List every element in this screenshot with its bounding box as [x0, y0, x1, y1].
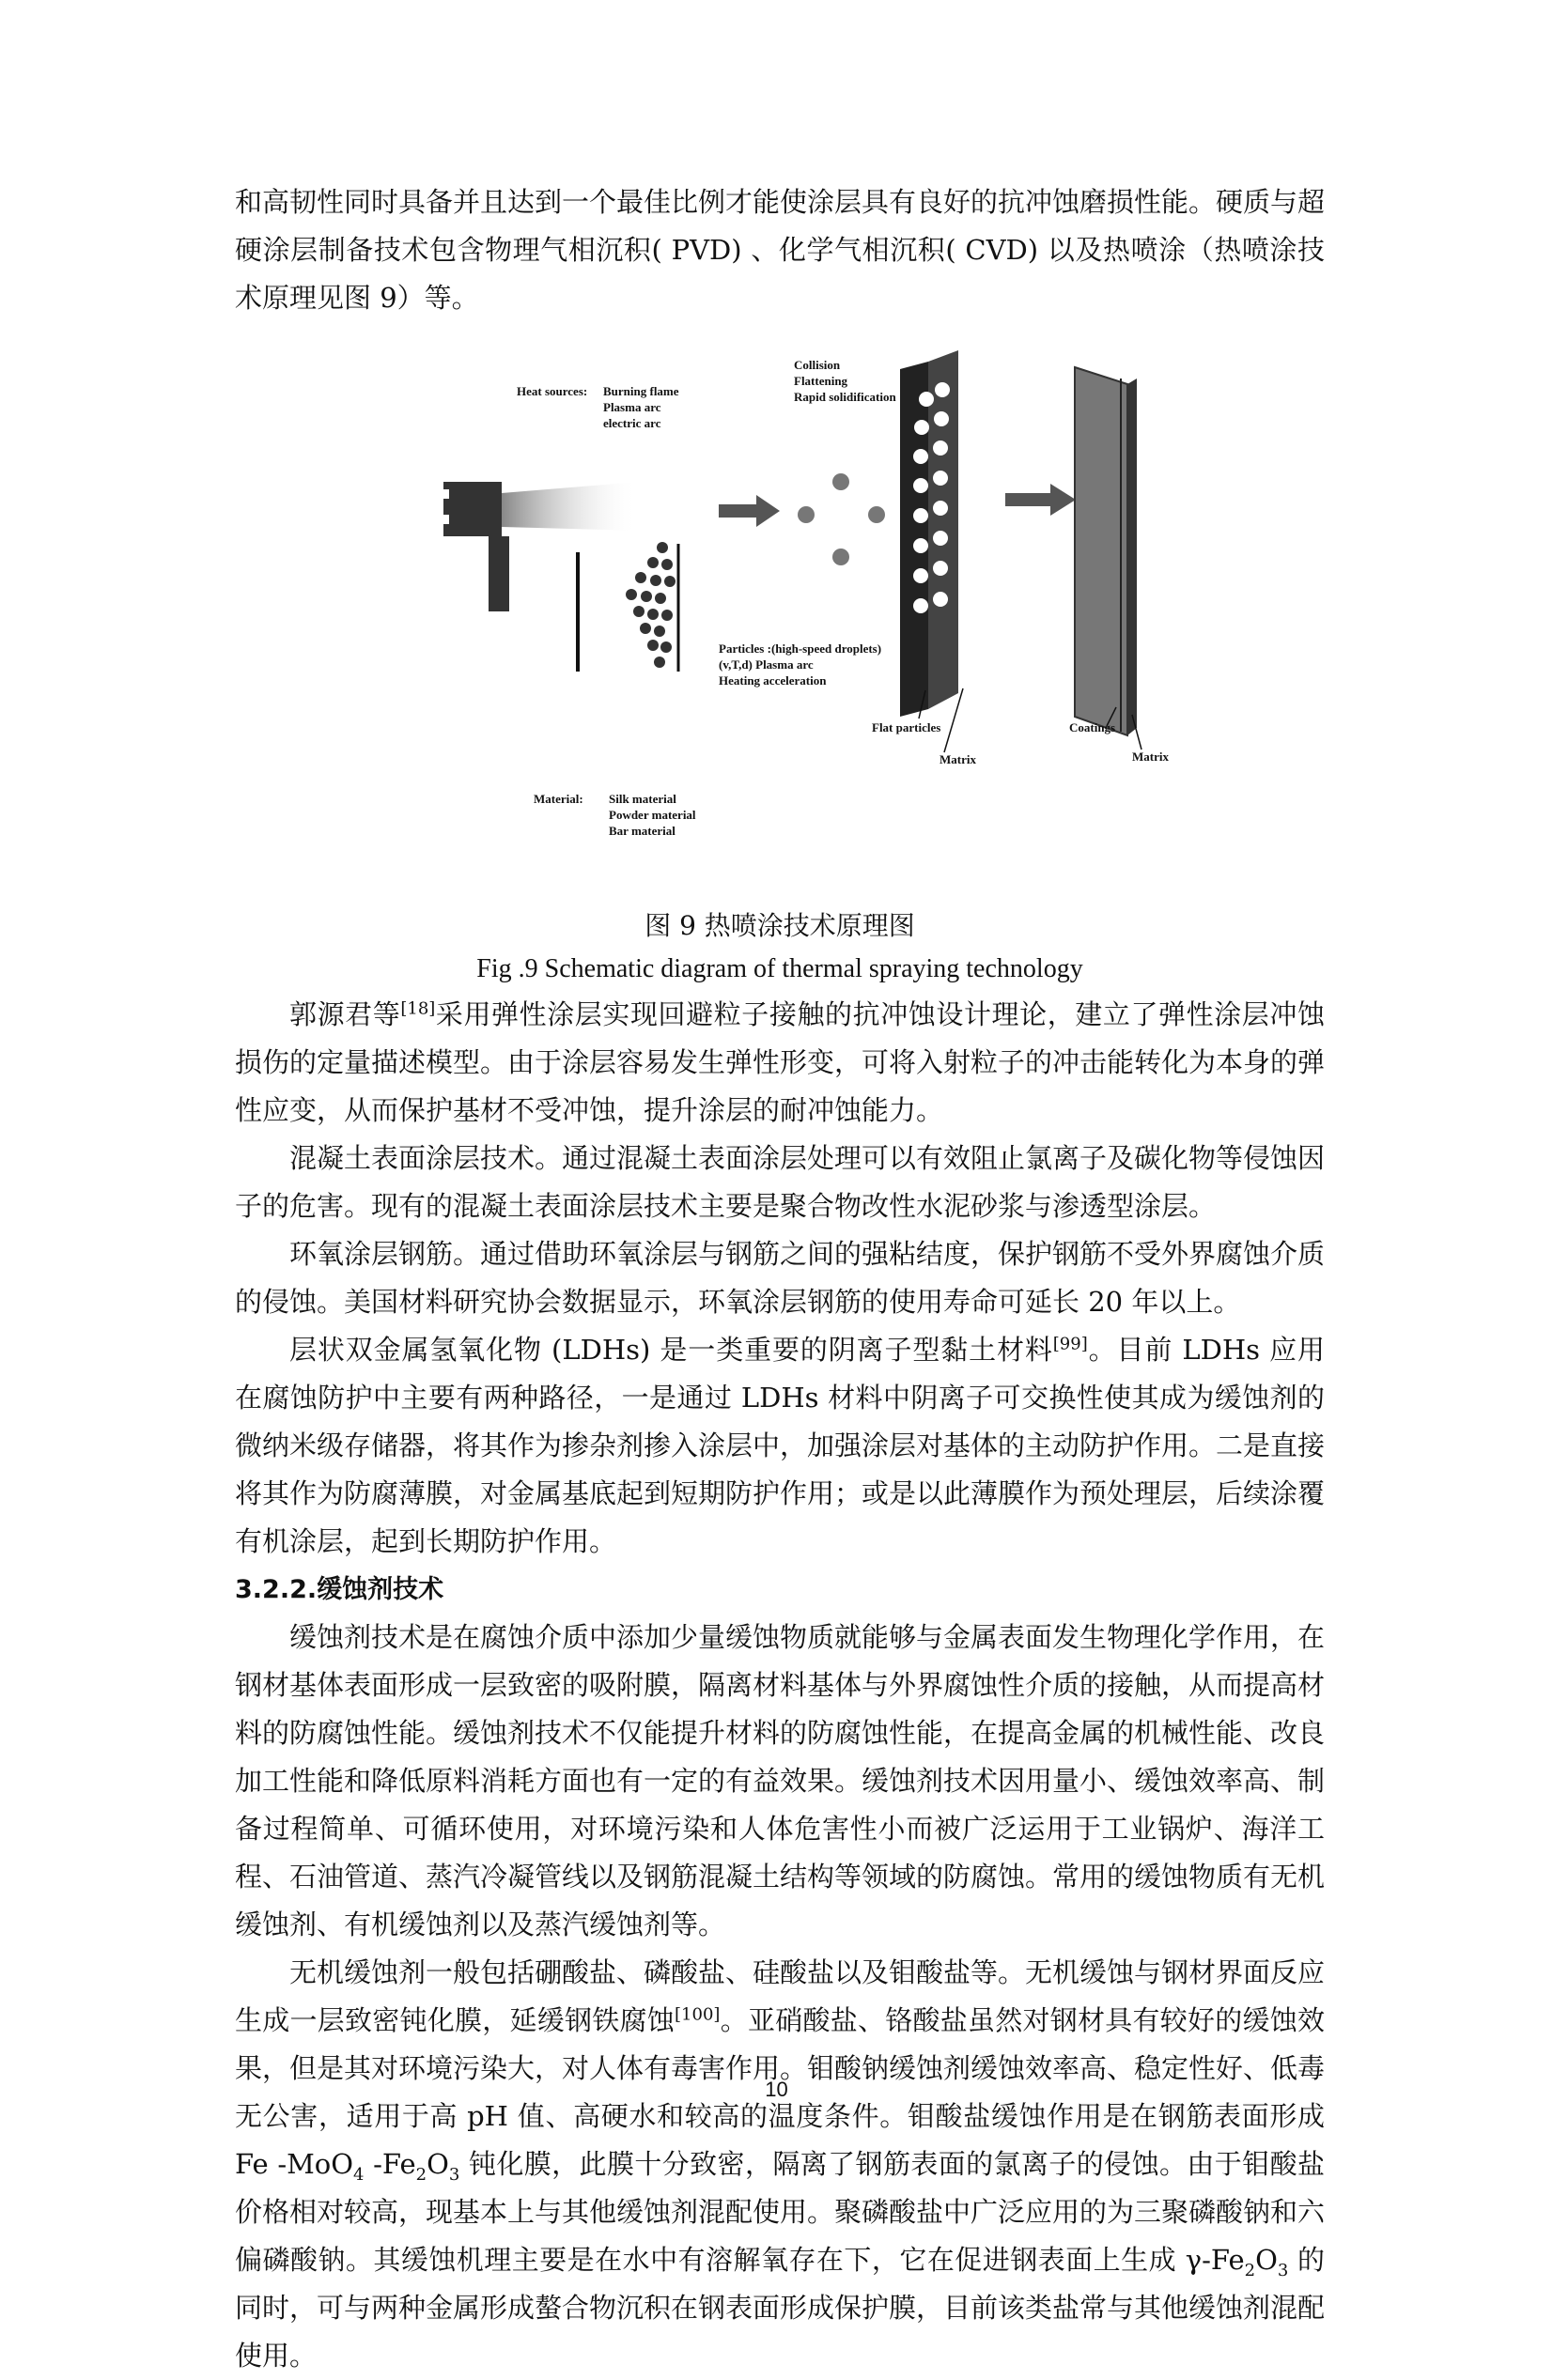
citation-ref: [18]: [400, 998, 436, 1019]
paragraph-ldh: 层状双金属氢氧化物 (LDHs) 是一类重要的阴离子型黏土材料[99]。目前 LDHs 应用在腐蚀防护中主要有两种路径，一是通过 LDHs 材料中阴离子可交换性使其成为缓蚀剂的微纳米级存储器，将其作为掺杂剂掺入涂层中，加强涂层对基体的主动防护作用。二是直接将其作为防腐薄膜，对金属基底起到短期防护作用；或是以此薄膜作为预处理层，后续涂覆有机涂层，起到长期防护作用。: [235, 1334, 1326, 1557]
page-content: [235, 178, 1325, 2380]
heat-source-item: electric arc: [603, 416, 661, 430]
heat-source-item: Burning flame: [603, 384, 679, 398]
collision-label: Rapid solidification: [794, 390, 896, 404]
figure-caption-en: Fig .9 Schematic diagram of thermal spraying technology: [476, 954, 1083, 983]
spray-gun-icon: [440, 482, 639, 611]
paragraph-concrete: 混凝土表面涂层技术。通过混凝土表面涂层处理可以有效阻止氯离子及碳化物等侵蚀因子的危害。现有的混凝土表面涂层技术主要是聚合物改性水泥砂浆与渗透型涂层。: [235, 1142, 1326, 1222]
section-heading: 3.2.2.缓蚀剂技术: [235, 1575, 444, 1604]
material-item: Bar material: [609, 824, 676, 838]
arrow-right-icon: [719, 495, 780, 527]
figure-caption-cn: 图 9 热喷涂技术原理图: [644, 910, 915, 941]
thermal-spray-diagram: [235, 322, 1325, 904]
material-item: Silk material: [609, 792, 676, 806]
coated-matrix-plate: [1075, 367, 1137, 735]
collision-label: Flattening: [794, 374, 848, 388]
droplet-particles: [798, 473, 885, 565]
flat-particles-label: Flat particles: [872, 720, 941, 734]
paragraph-guo: 郭源君等[18]采用弹性涂层实现回避粒子接触的抗冲蚀设计理论，建立了弹性涂层冲蚀损伤的定量描述模型。由于涂层容易发生弹性形变，可将入射粒子的冲击能转化为本身的弹性应变，从而保护基材不受冲蚀，提升涂层的耐冲蚀能力。: [235, 998, 1326, 1126]
particles-label: Heating acceleration: [719, 673, 827, 688]
material-label: Material:: [534, 792, 583, 806]
collision-label: Collision: [794, 358, 841, 372]
material-item: Powder material: [609, 808, 696, 822]
page-number: 10: [765, 2078, 788, 2101]
figure-9: [235, 322, 1325, 904]
arrow-right-icon: [1005, 484, 1076, 516]
citation-ref: [100]: [675, 2004, 721, 2025]
particles-label: Particles :(high-speed droplets): [719, 641, 882, 656]
particles-label: (v,T,d) Plasma arc: [719, 657, 814, 672]
matrix-label-right: Matrix: [1132, 750, 1169, 764]
coatings-label: Coatings: [1069, 720, 1116, 734]
matrix-label-left: Matrix: [940, 752, 976, 766]
citation-ref: [99]: [1052, 1334, 1088, 1354]
paragraph-inorganic: 无机缓蚀剂一般包括硼酸盐、磷酸盐、硅酸盐以及钼酸盐等。无机缓蚀与钢材界面反应生成一层致密钝化膜，延缓钢铁腐蚀[100]。亚硝酸盐、铬酸盐虽然对钢材具有较好的缓蚀效果，但是其对环境污染大，对人体有毒害作用。钼酸钠缓蚀剂缓蚀效率高、稳定性好、低毒无公害，适用于高 pH 值、高硬水和较高的温度条件。钼酸盐缓蚀作用是在钢筋表面形成 Fe -MoO$_4$ $-Fe_2O_3$ 钝化膜，此膜十分致密，隔离了钢筋表面的氯离子的侵蚀。由于钼酸盐价格相对较高，现基本上与其他缓蚀剂混配使用。聚磷酸盐中广泛应用的为三聚磷酸钠和六偏磷酸钠。其缓蚀机理主要是在水中有溶解氧存在下，它在促进钢表面上生成 $\gamma-Fe_2O_3$ 的同时，可与两种金属形成螯合物沉积在钢表面形成保护膜，目前该类盐常与其他缓蚀剂混配使用。: [235, 1956, 1326, 2372]
powder-particles: [626, 542, 676, 668]
paragraph-inhibitor: 缓蚀剂技术是在腐蚀介质中添加少量缓蚀物质就能够与金属表面发生物理化学作用，在钢材基体表面形成一层致密的吸附膜，隔离材料基体与外界腐蚀性介质的接触，从而提高材料的防腐蚀性能。缓蚀剂技术不仅能提升材料的防腐蚀性能，在提高金属的机械性能、改良加工性能和降低原料消耗方面也有一定的有益效果。缓蚀剂技术因用量小、缓蚀效率高、制备过程简单、可循环使用，对环境污染和人体危害性小而被广泛运用于工业锅炉、海洋工程、石油管道、蒸汽冷凝管线以及钢筋混凝土结构等领域的防腐蚀。常用的缓蚀物质有无机缓蚀剂、有机缓蚀剂以及蒸汽缓蚀剂等。: [235, 1621, 1326, 1940]
top-paragraph: 和高韧性同时具备并且达到一个最佳比例才能使涂层具有良好的抗冲蚀磨损性能。硬质与超硬涂层制备技术包含物理气相沉积( PVD) 、化学气相沉积( CVD) 以及热喷涂（热喷涂技术原理见图 9）等。: [235, 186, 1326, 314]
heat-sources-label: Heat sources:: [517, 384, 588, 398]
paragraph-epoxy: 环氧涂层钢筋。通过借助环氧涂层与钢筋之间的强粘结度，保护钢筋不受外界腐蚀介质的侵蚀。美国材料研究协会数据显示，环氧涂层钢筋的使用寿命可延长 20 年以上。: [235, 1238, 1326, 1318]
flat-particles-plate: [900, 350, 958, 717]
heat-source-item: Plasma arc: [603, 400, 661, 414]
